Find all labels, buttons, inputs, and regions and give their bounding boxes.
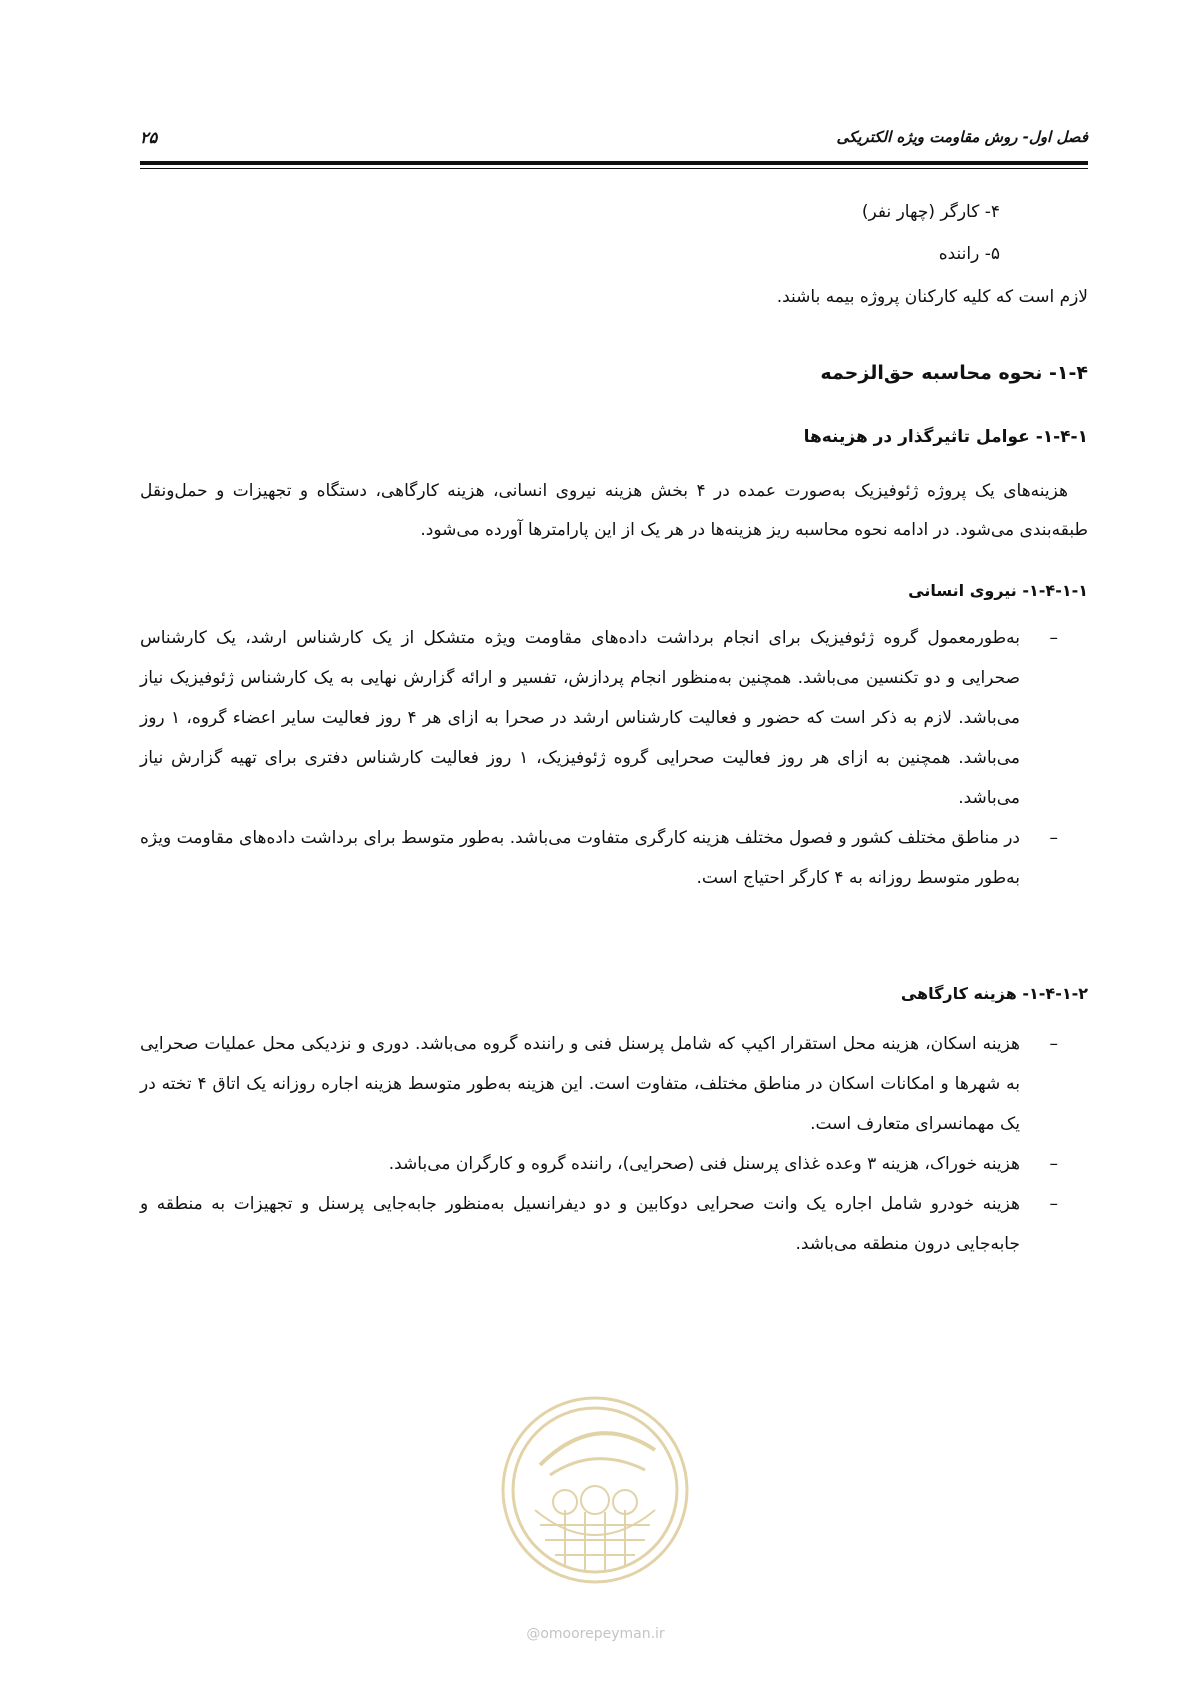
watermark-seal-logo <box>495 1390 695 1590</box>
staff-item-workers: ۴- کارگر (چهار نفر) <box>861 202 1000 222</box>
section-heading-block <box>140 362 1088 392</box>
header-rule-thin <box>140 168 1088 169</box>
header-rule-thick <box>140 161 1088 165</box>
workforce-heading-block <box>140 581 1088 607</box>
watermark-url: @omoorepeyman.ir <box>526 1626 665 1642</box>
site-costs-list-block <box>140 1024 1088 1264</box>
subsection-heading-block <box>140 427 1088 455</box>
site-costs-list <box>140 1024 1088 1264</box>
intro-block <box>140 472 1088 550</box>
subsection-heading: ۱-۴-۱- عوامل تاثیرگذار در هزینه‌ها <box>803 427 1088 447</box>
workforce-list-block <box>140 618 1088 898</box>
list-item <box>140 618 1088 818</box>
intro-paragraph: هزینه‌های یک پروژه ژئوفیزیک به‌صورت عمده در ۴ بخش هزینه نیروی انسانی، هزینه کارگاهی، دستگاه و تجهیزات و حمل‌ونقل طبقه‌بندی می‌شود. در ادامه نحوه محاسبه ریز هزینه‌ها در هر یک از این پارامترها آورده می‌شود. <box>140 481 1088 540</box>
site-costs-heading: ۱-۴-۱-۲- هزینه کارگاهی <box>900 984 1088 1003</box>
running-header <box>140 128 1088 152</box>
list-item-text: هزینه خوراک، هزینه ۳ وعده غذای پرسنل فنی (صحرایی)، راننده گروه و کارگران می‌باشد. <box>388 1154 1020 1174</box>
workforce-heading: ۱-۴-۱-۱- نیروی انسانی <box>908 581 1088 600</box>
dash-marker: – <box>1049 1194 1058 1214</box>
page-number: ۲۵ <box>140 128 158 147</box>
section-heading: ۱-۴- نحوه محاسبه حق‌الزحمه <box>820 362 1088 384</box>
staff-list-block <box>140 202 1088 322</box>
list-item-text: هزینه اسکان، هزینه محل استقرار اکیپ که شامل پرسنل فنی و راننده گروه می‌باشد. دوری و نزدیکی محل عملیات صحرایی به شهرها و امکانات اسکان در مناطق مختلف، متفاوت است. این هزینه به‌طور متوسط هزینه اجاره روزانه یک اتاق ۴ تخته در یک مهمانسرای متعارف است. <box>140 1034 1020 1134</box>
staff-item-driver: ۵- راننده <box>938 244 1000 264</box>
site-costs-heading-block <box>140 984 1088 1010</box>
insurance-note: لازم است که کلیه کارکنان پروژه بیمه باشند. <box>776 287 1088 307</box>
list-item <box>140 1144 1088 1184</box>
list-item-text: هزینه خودرو شامل اجاره یک وانت صحرایی دوکابین و دو دیفرانسیل به‌منظور جابه‌جایی پرسنل و تجهیزات به منطقه و جابه‌جایی درون منطقه می‌باشد. <box>140 1194 1020 1254</box>
chapter-title: فصل اول- روش مقاومت ویژه الکتریکی <box>836 128 1088 146</box>
workforce-list <box>140 618 1088 898</box>
dash-marker: – <box>1049 1034 1058 1054</box>
list-item <box>140 1024 1088 1144</box>
list-item <box>140 818 1088 898</box>
dash-marker: – <box>1049 628 1058 648</box>
list-item-text: در مناطق مختلف کشور و فصول مختلف هزینه کارگری متفاوت می‌باشد. به‌طور متوسط برای برداشت داده‌های مقاومت ویژه به‌طور متوسط روزانه به ۴ کارگر احتیاج است. <box>140 828 1020 888</box>
dash-marker: – <box>1049 1154 1058 1174</box>
list-item <box>140 1184 1088 1264</box>
dash-marker: – <box>1049 828 1058 848</box>
list-item-text: به‌طورمعمول گروه ژئوفیزیک برای انجام برداشت داده‌های مقاومت ویژه متشکل از یک کارشناس ارشد، یک کارشناس صحرایی و دو تکنسین می‌باشد. همچنین به‌منظور انجام پردازش، تفسیر و ارائه گزارش نهایی به یک کارشناس ژئوفیزیک نیاز می‌باشد. لازم به ذکر است که حضور و فعالیت کارشناس ارشد در صحرا به ازای هر ۴ روز فعالیت سایر اعضاء گروه، ۱ روز می‌باشد. همچنین به ازای هر روز فعالیت صحرایی گروه ژئوفیزیک، ۱ روز فعالیت کارشناس دفتری برای تهیه گزارش نیاز می‌باشد. <box>140 628 1021 808</box>
